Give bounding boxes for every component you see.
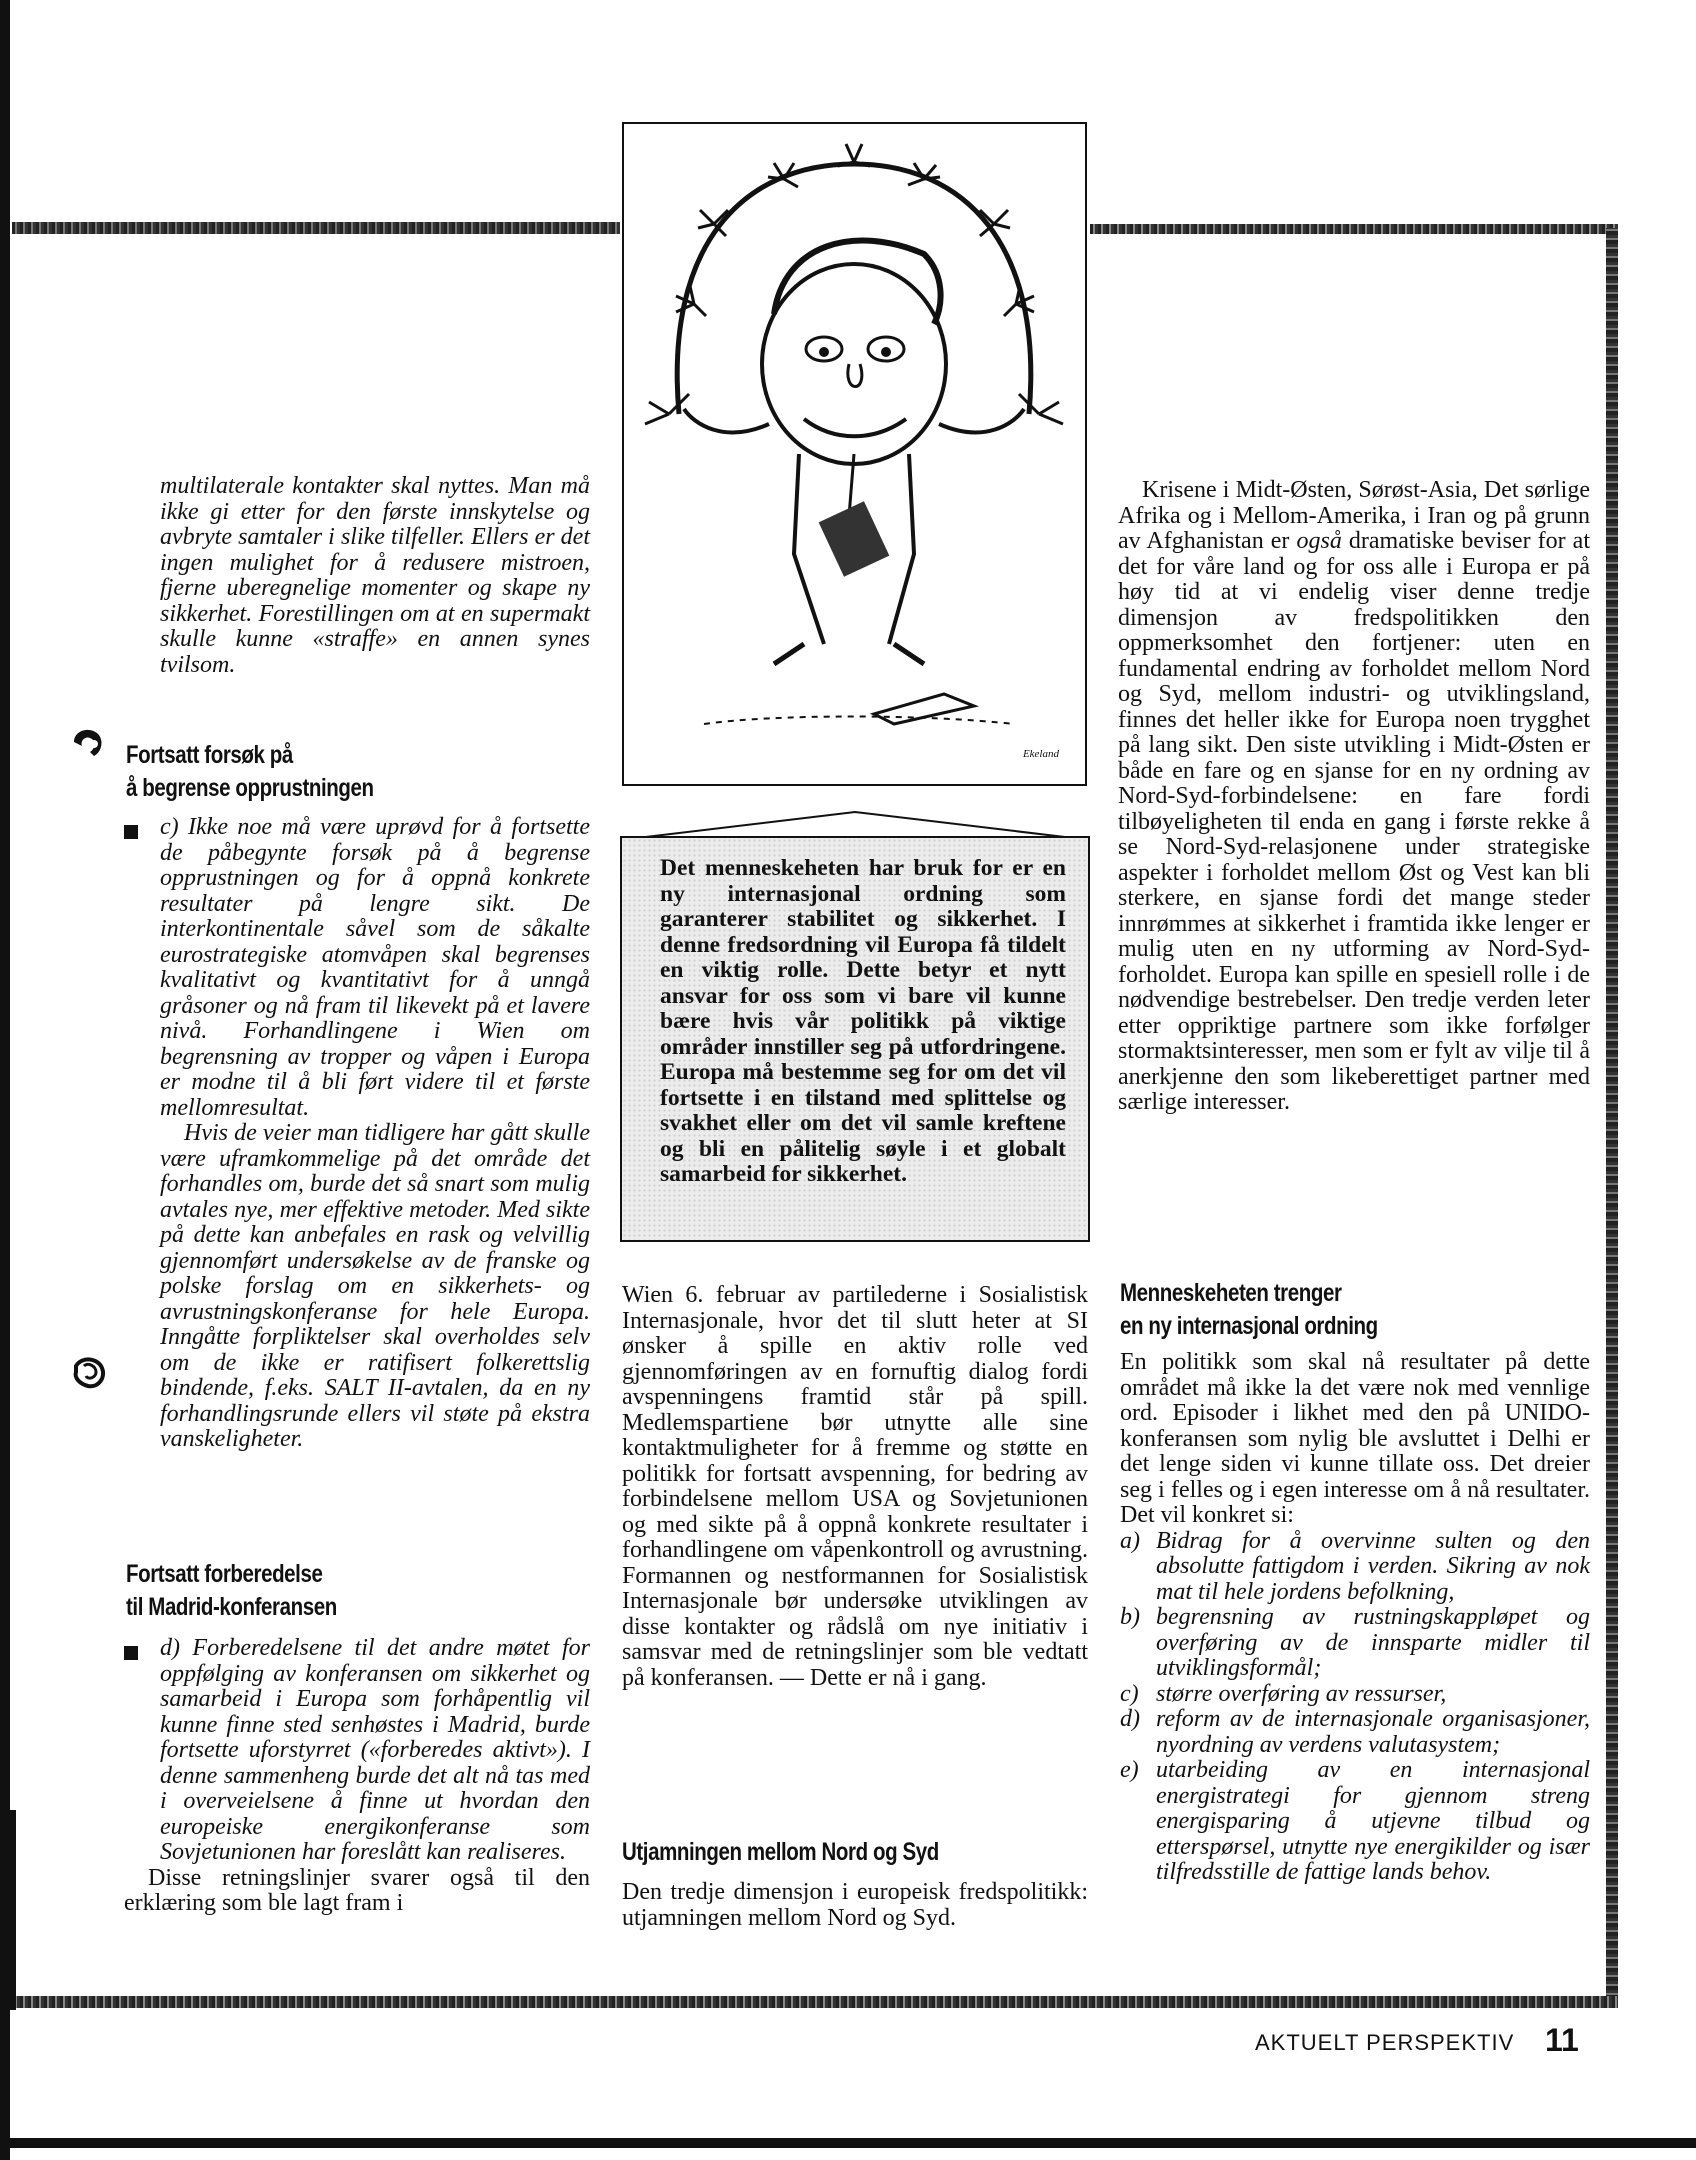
cartoon-signature: Ekeland: [1022, 748, 1059, 760]
pointing-hand-icon: [68, 1352, 108, 1392]
publication-name: AKTUELT PERSPEKTIV: [1255, 2030, 1515, 2055]
right-paragraph-1: [1118, 478, 1590, 1116]
list-item: [1120, 1758, 1590, 1886]
intro-paragraph: multilaterale kontakter skal nyttes. Man må ikke gi etter for den første innskytelse og avbryte samtaler i slike tilfeller. Ellers er det ingen mulighet for å redusere mistroen, fjerne uberegnelige momenter og skape ny sikkerhet. Forestillingen om at en supermakt skulle kunne «straffe» en annen synes tvilsom.: [160, 473, 590, 678]
list-letter: b): [1120, 1604, 1140, 1630]
middle-paragraph-2: Den tredje dimensjon i europeisk fredspolitikk: utjamningen mellom Nord og Syd.: [622, 1879, 1088, 1931]
list-letter: d): [1120, 1706, 1140, 1732]
paragraph-c-continued: Hvis de veier man tidligere har gått skulle være uframkommelige på det område det forhandles om, burde det så snart som mulig avtales nye, mer effektive metoder. Med sikte på dette kan anbefales en rask og velvillig gjennomført undersøkelse av de franske og polske forslag om en sikkerhets- og avrustningskonferanse for hele Europa. Inngåtte forpliktelser skal overholdes selv om de ikke er ratifisert folkerettslig bindende, f.eks. SALT II-avtalen, da en ny forhandlingsrunde ellers vil støte på ekstra vanskeligheter.: [160, 1120, 590, 1452]
list-item: [1120, 1605, 1590, 1682]
paragraph-c: c) Ikke noe må være uprøvd for å fortsette de påbegynte forsøk på å begrense opprustningen og for å oppnå konkrete resultater på lengre sikt. De interkontinentale såvel som de såkalte eurostrategiske atomvåpen skal begrenses kvalitativt og kvantitativt for å unngå gråsoner og nå fram til likevekt på et lavere nivå. Forhandlingene i Wien om begrensning av tropper og våpen i Europa er modne til å bli ført videre til et første mellomresultat.: [160, 814, 590, 1121]
page-number: 11: [1545, 2022, 1579, 2058]
left-column-c: [124, 815, 590, 1453]
list-text: begrensning av rustningskappløpet og overføring av de innsparte midler til utviklingsformål;: [1156, 1604, 1590, 1681]
top-rule-right: [1090, 224, 1618, 234]
heading-line: til Madrid-konferansen: [126, 1593, 337, 1621]
middle-column-2: [622, 1880, 1088, 1931]
right-rule: [1606, 228, 1618, 2008]
left-column-d: [124, 1636, 590, 1917]
text-run: Krisene i Midt-Østen, Sørøst-Asia, Det sørlige Afrika og i Mellom-Amerika, i Iran og på grunn av Afghanistan er: [1118, 477, 1590, 554]
paragraph-d-continued: Disse retningslinjer svarer også til den erklæring som ble lagt fram i: [124, 1864, 590, 1916]
list-text: Bidrag for å overvinne sulten og den absolutte fattigdom i verden. Sikring av nok mat til hele jordens befolkning,: [1156, 1527, 1590, 1605]
list-item: [1120, 1682, 1590, 1708]
cartoon-illustration: [622, 122, 1087, 786]
top-rule-left: [12, 222, 620, 234]
list-letter: c): [1120, 1680, 1139, 1707]
text-run-emphasis: også: [1296, 528, 1342, 554]
text-run: dramatiske beviser for at det for våre land og for oss alle i Europa er på høy tid at vi endelig viser denne tredje dimensjon av fredspolitikken den oppmerksomhet den fortjener: uten en fundamental endring av forholdet mellom Nord og Syd, mellom industri- og utviklingsland, finnes det heller ikke for Europa noen trygghet på lang sikt. Den siste utvikling i Midt-Østen er både en fare og en sjanse for en ny ordning av Nord-Syd-forbindelsene: en fare fordi tilbøyeligheten til enda en gang i første rekke å se Nord-Syd-relasjonene under strategiske aspekter i forholdet mellom Øst og Vest kan bli sterkere, en sjanse fordi det mange steder innrømmes at sikkerhet i framtida ikke lenger er mulig uten en ny utforming av Nord-Syd-forholdet. Europa kan spille en spesiell rolle i de nødvendige bestrebelser. Den tredje verden leter etter oppriktige partnere som ikke forfølger stormaktsinteresser, men som er fylt av vilje til å anerkjenne den som likeberettiget partner med særlige interesser.: [1118, 528, 1590, 1115]
heading-madrid: [126, 1558, 546, 1624]
right-column-2: [1120, 1350, 1590, 1886]
list-item: [1120, 1707, 1590, 1758]
pull-quote-text: Det menneskeheten har bruk for er en ny internasjonal ordning som garanterer stabilitet og sikkerhet. I denne fredsordning vil Europa få tildelt en viktig rolle. Dette betyr et nytt ansvar for oss som vi bare vil kunne bære hvis vår politikk på viktige områder innstiller seg på utfordringene. Europa må bestemme seg for om det vil fortsette i en tilstand med splittelse og svakhet eller om det vil samle kreftene og bli en pålitelig søyle i et globalt samarbeid for sikkerhet.: [660, 855, 1066, 1187]
list-letter: a): [1120, 1527, 1140, 1554]
page-edge-left: [0, 0, 10, 2160]
list-text: reform av de internasjonale organisasjoner, nyordning av verdens valutasystem;: [1156, 1706, 1590, 1758]
bullet-square-icon: [124, 821, 148, 847]
left-margin-bar: [10, 1810, 16, 2010]
caricature-drawing: [624, 124, 1085, 784]
right-column: [1118, 478, 1590, 1116]
heading-line: Menneskeheten trenger: [1120, 1279, 1342, 1307]
right-paragraph-2: En politikk som skal nå resultater på dette området må ikke la det være nok med vennlige ord. Episoder i likhet med den på UNIDO-konferansen som nylig ble avsluttet i Delhi er det lenge siden vi kunne tillate oss. Det dreier seg i felles og i egen interesse om å nå resultater. Det vil konkret si:: [1120, 1349, 1590, 1528]
heading-opprustning: [126, 739, 546, 805]
bullet-square-icon: [124, 1642, 148, 1668]
list-item: [1120, 1529, 1590, 1606]
heading-line: Fortsatt forberedelse: [126, 1560, 323, 1588]
heading-line: Fortsatt forsøk på: [126, 741, 293, 769]
heading-line: en ny internasjonal ordning: [1120, 1312, 1378, 1340]
heading-line: Utjamningen mellom Nord og Syd: [622, 1838, 939, 1866]
demands-list: [1120, 1529, 1590, 1886]
heading-internasjonal-ordning: [1120, 1277, 1590, 1343]
list-text: større overføring av ressurser,: [1156, 1680, 1447, 1707]
pointing-hand-icon: [68, 722, 108, 762]
list-text: utarbeiding av en internasjonal energistrategi for gjennom streng energisparing å utjevne tilbud og etterspørsel, utnytte nye energikilder og især tilfredsstille de fattige lands behov.: [1156, 1757, 1590, 1885]
page-edge-bottom: [0, 2138, 1696, 2148]
middle-paragraph-1: Wien 6. februar av partilederne i Sosialistisk Internasjonale, hvor det til slutt heter at SI ønsker å spille en aktiv rolle ved gjennomføringen av en fornuftig dialog fordi avspenningens framtid står på spill. Medlemspartiene bør utnytte alle sine kontaktmuligheter for å fremme og støtte en politikk for fortsatt avspenning, for bedring av forbindelsene mellom USA og Sovjetunionen og med sikte på å oppnå konkrete resultater i forhandlingene om våpenkontroll og avrustning. Formannen og nestformannen for Sosialistisk Internasjonale bør undersøke utviklingen av disse kontakter og rådslå om nye initiativ i samsvar med de retningslinjer som ble vedtatt på konferansen. — Dette er nå i gang.: [622, 1282, 1088, 1691]
list-letter: e): [1120, 1757, 1139, 1783]
bottom-rule: [12, 1996, 1618, 2008]
heading-nord-syd: [622, 1836, 1122, 1869]
middle-column: [622, 1283, 1088, 1691]
pull-quote-box: [620, 836, 1090, 1242]
paragraph-d: d) Forberedelsene til det andre møtet for oppfølging av konferansen om sikkerhet og samarbeid i Europa som forhåpentlig vil kunne finne sted senhøstes i Madrid, burde fortsette uforstyrret («forberedes aktivt»). I denne sammenheng burde det alt nå tas med i overveielsene å finne ut hvordan den europeiske energikonferanse som Sovjetunionen har foreslått kan realiseres.: [160, 1635, 590, 1865]
heading-line: å begrense opprustningen: [126, 774, 374, 802]
left-column: [160, 474, 590, 678]
